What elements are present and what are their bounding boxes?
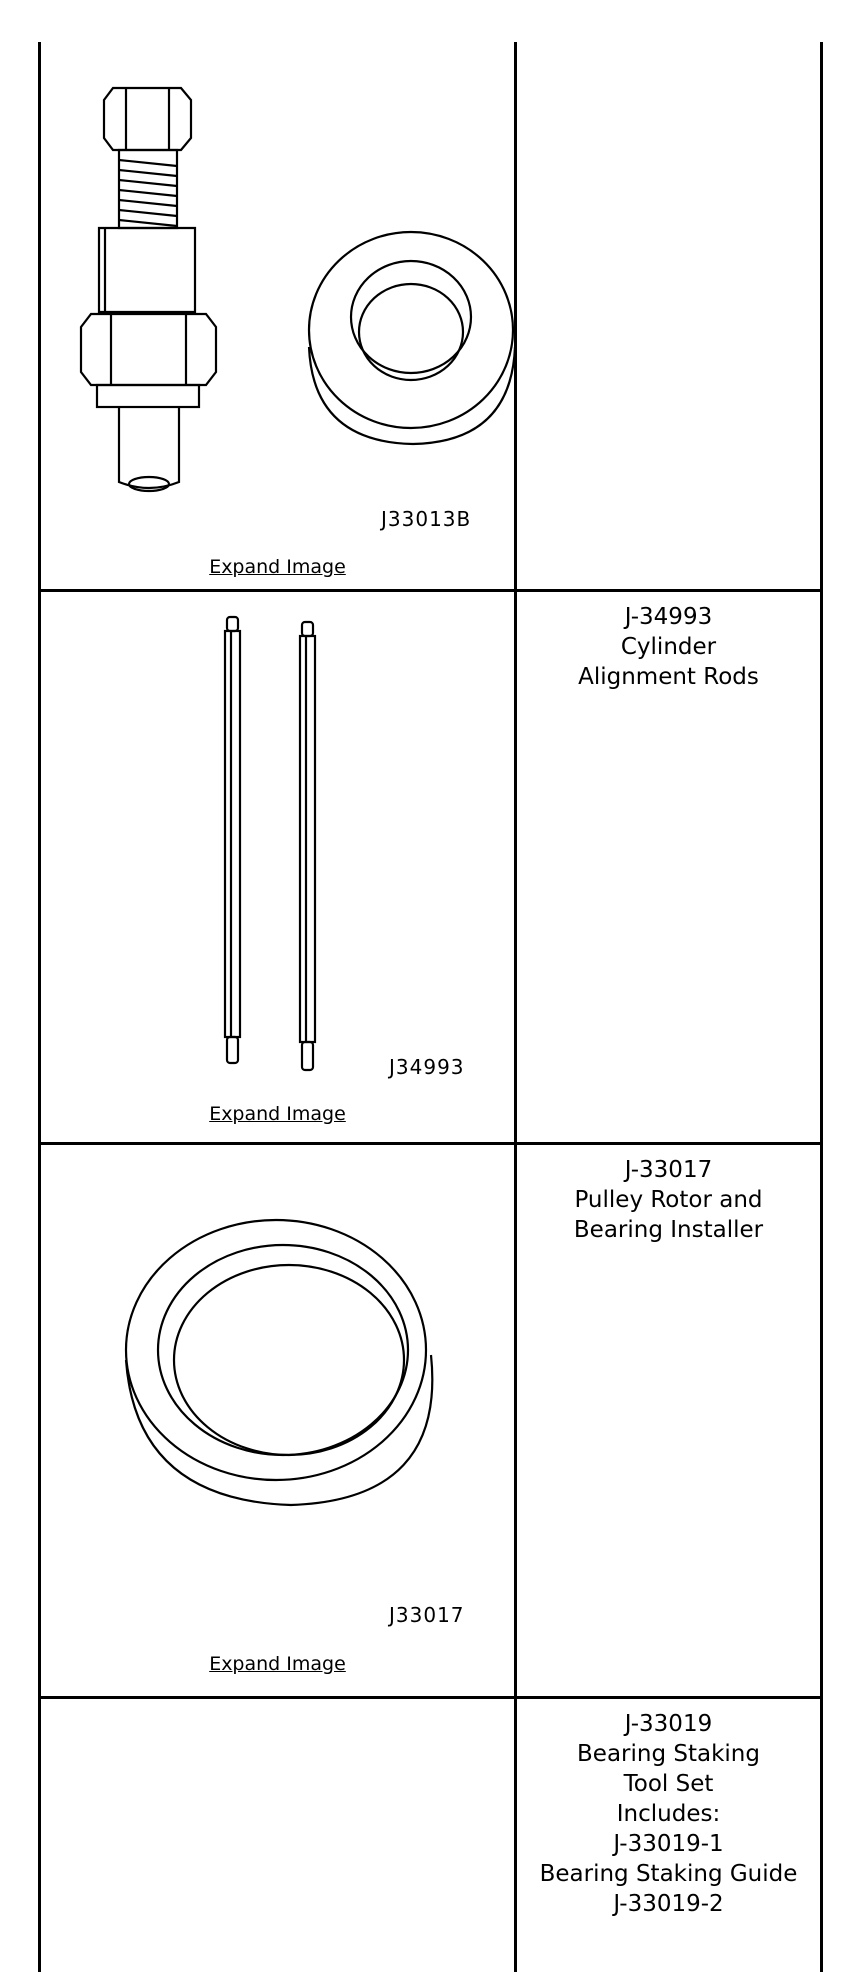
tool-description-line: J-33019-2	[613, 1891, 724, 1917]
image-label: J33013B	[381, 507, 472, 531]
image-label: J33017	[389, 1603, 465, 1627]
table-row-1-image-cell	[41, 42, 514, 589]
expand-image-link[interactable]: Expand Image	[209, 1653, 346, 1675]
tool-description-line: Includes:	[616, 1801, 721, 1827]
tool-description-line: Alignment Rods	[578, 664, 759, 690]
expand-image-link[interactable]: Expand Image	[209, 1103, 346, 1125]
tool-number: J-33017	[624, 1157, 713, 1183]
table-row-2-text-cell	[517, 592, 820, 1142]
table-row-3-text-cell	[517, 1145, 820, 1696]
tool-description-line: J-33019-1	[613, 1831, 724, 1857]
tool-number: J-34993	[624, 604, 713, 630]
tool-description-line: Bearing Staking	[577, 1741, 760, 1767]
image-label: J34993	[389, 1055, 465, 1079]
tool-description-line: Cylinder	[620, 634, 717, 660]
tool-description-line: Bearing Installer	[573, 1217, 764, 1243]
expand-image-link[interactable]: Expand Image	[209, 556, 346, 578]
table-row-2-image-cell	[41, 592, 514, 1142]
pulley-installer-illustration	[41, 1145, 514, 1665]
compressor-tool-illustration	[41, 42, 514, 542]
table-row-3-image-cell	[41, 1145, 514, 1696]
tool-number: J-33019	[624, 1711, 713, 1737]
table-row-4-image-cell	[41, 1699, 514, 1972]
table-row-4-text-cell	[517, 1699, 820, 1972]
tool-description-line: Bearing Staking Guide	[539, 1861, 798, 1887]
tool-description-line: Tool Set	[623, 1771, 714, 1797]
tool-description-line: Pulley Rotor and	[574, 1187, 763, 1213]
alignment-rods-illustration	[41, 592, 514, 1112]
table-row-1-text-cell	[517, 42, 820, 589]
table-right-border	[820, 42, 823, 1972]
